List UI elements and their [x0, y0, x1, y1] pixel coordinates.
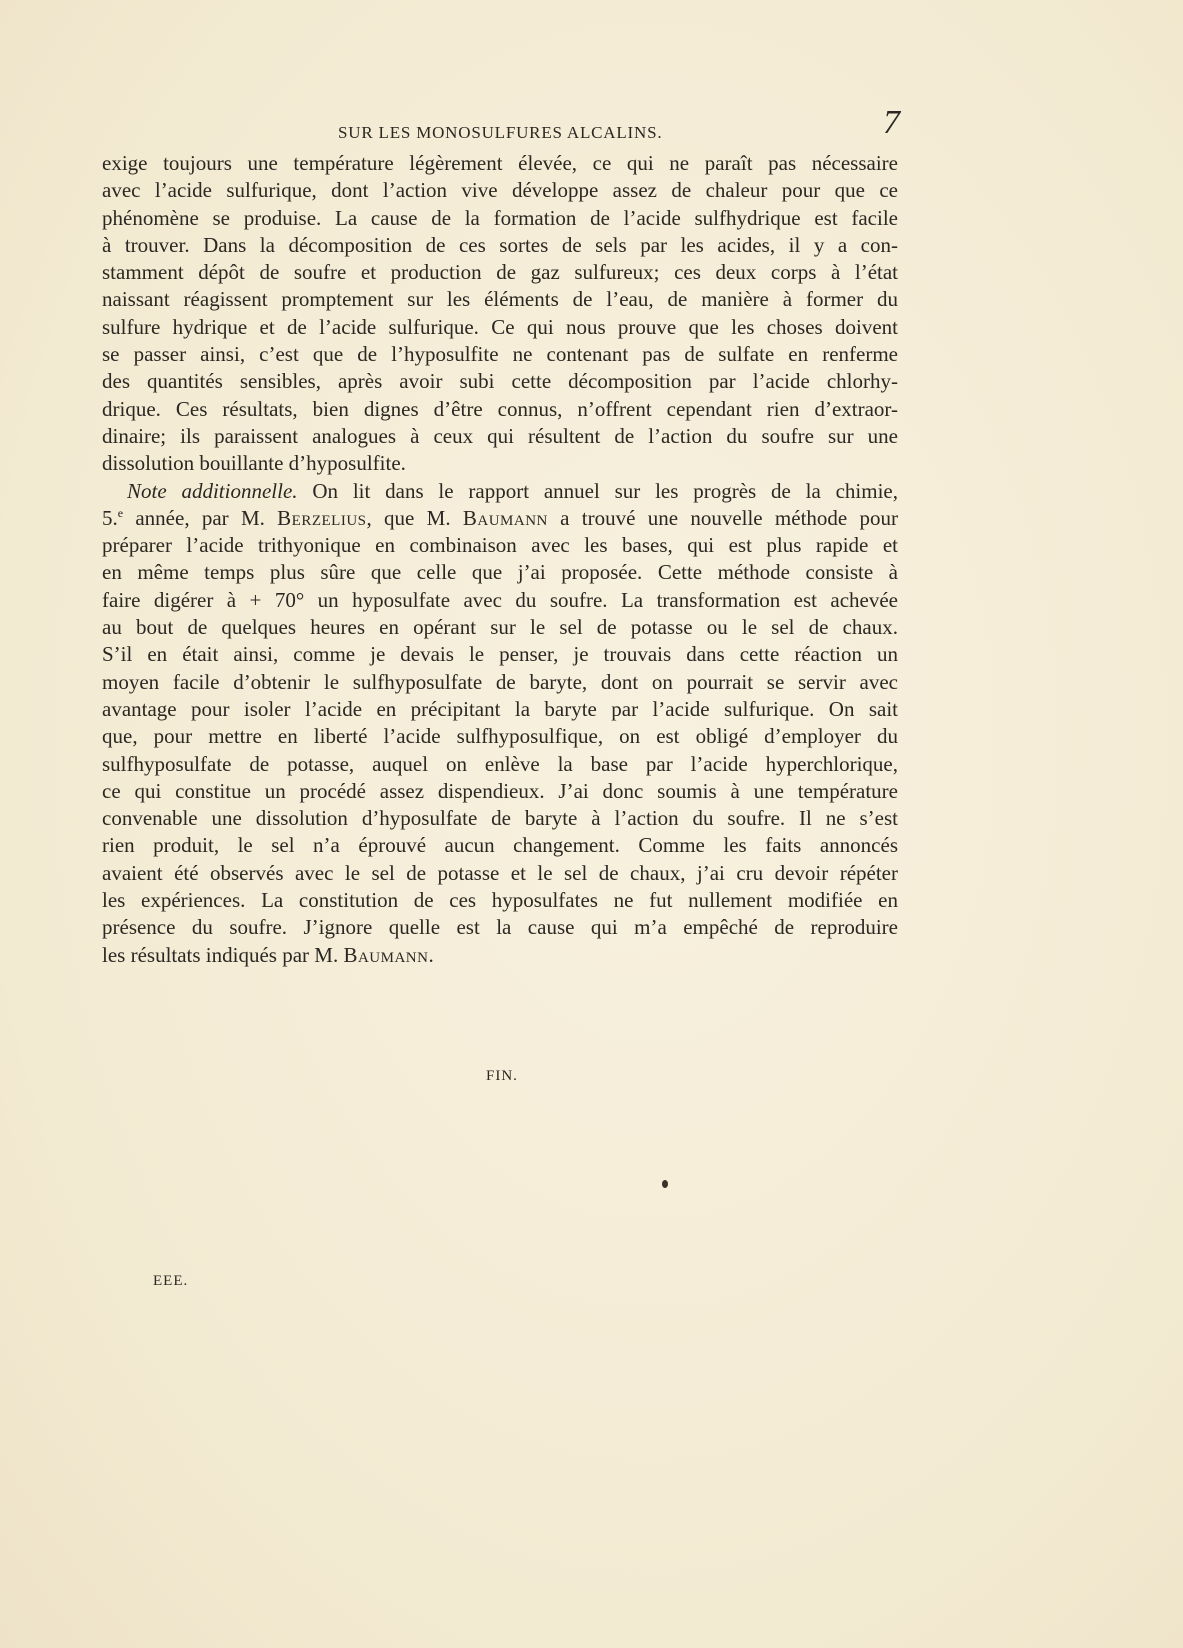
text-line: à trouver. Dans la décomposition de ces sortes de sels par les acides, il y a con-: [102, 232, 898, 257]
note-text: année, par M.: [123, 505, 278, 530]
text-line: ce qui constitue un procédé assez dispendieux. J’ai donc soumis à une température: [102, 778, 898, 803]
author-name-berzelius: Berzelius: [277, 505, 367, 530]
text-line: drique. Ces résultats, bien dignes d’être connus, n’offrent cependant rien d’extraor-: [102, 396, 898, 421]
ordinal-number: 5.: [102, 505, 118, 530]
page-header: [0, 104, 1183, 144]
text-line: exige toujours une température légèrement élevée, ce qui ne paraît pas nécessaire: [102, 151, 898, 175]
body-text: [102, 150, 898, 969]
text-line: avec l’acide sulfurique, dont l’action vive développe assez de chaleur pour que ce: [102, 178, 898, 203]
note-line-2: [102, 505, 898, 532]
note-first-line-rest: On lit dans le rapport annuel sur les progrès de la chimie,: [297, 478, 899, 503]
running-head: SUR LES MONOSULFURES ALCALINS.: [338, 123, 663, 142]
note-text: les résultats indiqués par M.: [102, 942, 344, 967]
note-text: a trouvé une nouvelle méthode pour: [547, 505, 899, 530]
text-line: naissant réagissent promptement sur les éléments de l’eau, de manière à former du: [102, 287, 898, 312]
author-name-baumann: Baumann: [462, 505, 548, 530]
fin-mark: FIN.: [486, 1068, 518, 1084]
note-label: Note additionnelle.: [127, 478, 298, 503]
text-line: dinaire; ils paraissent analogues à ceux qui résultent de l’action du soufre sur une: [102, 423, 898, 448]
text-line: en même temps plus sûre que celle que j’ai proposée. Cette méthode consiste à: [102, 560, 898, 585]
text-line: des quantités sensibles, après avoir subi cette décomposition par l’acide chlorhy-: [102, 369, 898, 394]
text-line: moyen facile d’obtenir le sulfhyposulfate de baryte, dont on pourrait se servir avec: [102, 669, 898, 694]
ordinal-suffix: e: [117, 505, 124, 520]
note-last-line: [102, 942, 898, 969]
text-line: que, pour mettre en liberté l’acide sulfhyposulfique, on est obligé d’employer du: [102, 724, 898, 749]
text-line: au bout de quelques heures en opérant sur le sel de potasse ou le sel de chaux.: [102, 615, 898, 640]
text-line: préparer l’acide trithyonique en combinaison avec les bases, qui est plus rapide et: [102, 533, 898, 558]
text-line: se passer ainsi, c’est que de l’hyposulfite ne contenant pas de sulfate en renferme: [102, 342, 898, 367]
signature-mark: EEE.: [153, 1273, 189, 1289]
text-line: faire digérer à + 70° un hyposulfate avec du soufre. La transformation est achevée: [102, 587, 898, 612]
text-line: dissolution bouillante d’hyposulfite.: [102, 451, 406, 476]
text-line: présence du soufre. J’ignore quelle est la cause qui m’a empêché de reproduire: [102, 915, 898, 940]
text-line: avaient été observés avec le sel de potasse et le sel de chaux, j’ai cru devoir répéter: [102, 860, 898, 885]
author-name-baumann: Baumann: [343, 942, 429, 967]
page-number: 7: [883, 104, 900, 141]
note-first-line: [102, 478, 898, 505]
text-line: sulfhyposulfate de potasse, auquel on enlève la base par l’acide hyperchlorique,: [102, 751, 898, 776]
note-text: .: [428, 942, 434, 967]
text-line: les expériences. La constitution de ces hyposulfates ne fut nullement modifiée en: [102, 888, 898, 913]
text-line: rien produit, le sel n’a éprouvé aucun changement. Comme les faits annoncés: [102, 833, 898, 858]
text-line: phénomène se produise. La cause de la formation de l’acide sulfhydrique est facile: [102, 205, 898, 230]
text-line: stamment dépôt de soufre et production de gaz sulfureux; ces deux corps à l’état: [102, 260, 898, 285]
text-line: convenable une dissolution d’hyposulfate de baryte à l’action du soufre. Il ne s’est: [102, 806, 898, 831]
text-line: S’il en était ainsi, comme je devais le penser, je trouvais dans cette réaction un: [102, 642, 898, 667]
ink-speck: [662, 1180, 668, 1188]
note-text: , que M.: [366, 505, 463, 530]
text-line: sulfure hydrique et de l’acide sulfurique. Ce qui nous prouve que les choses doivent: [102, 314, 898, 339]
text-line: avantage pour isoler l’acide en précipitant la baryte par l’acide sulfurique. On sait: [102, 696, 898, 721]
